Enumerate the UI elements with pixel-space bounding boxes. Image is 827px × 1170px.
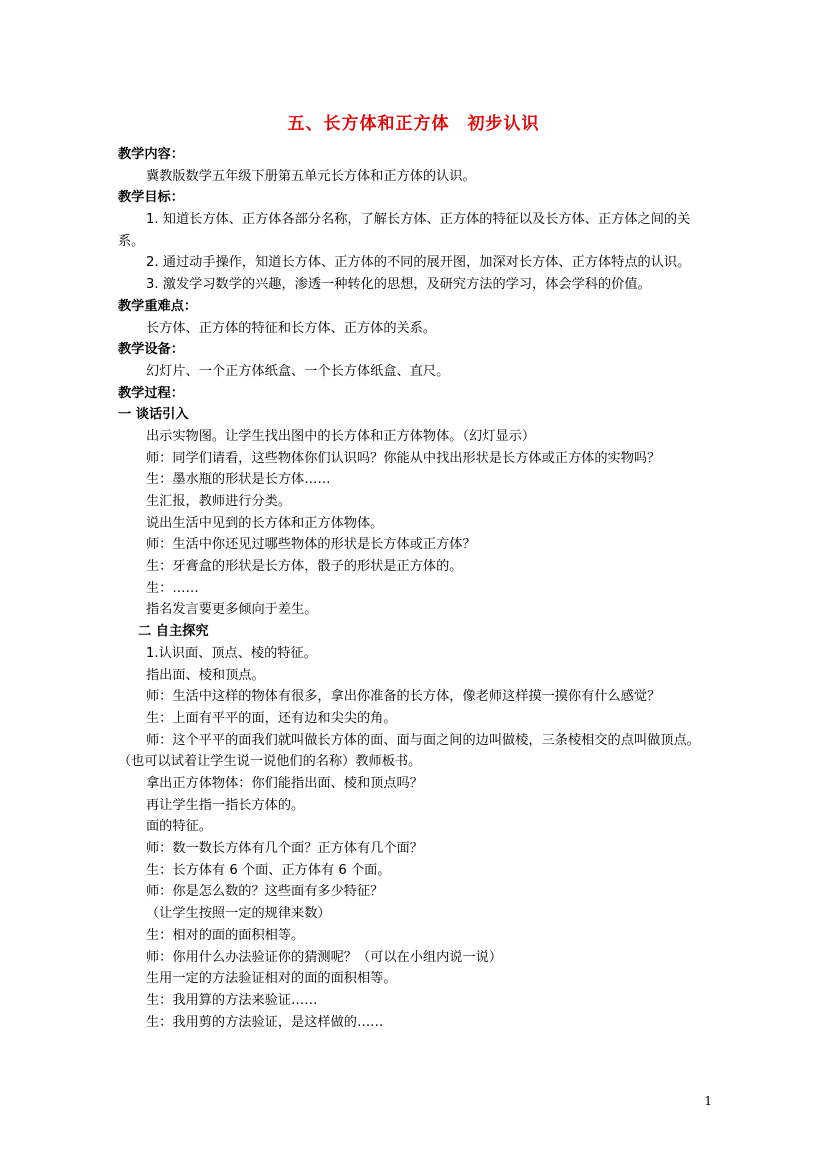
section-heading: 一 谈话引入 (118, 407, 189, 423)
body-line: 师：你是怎么数的？这些面有多少特征？ (146, 884, 384, 900)
body-line: 师：数一数长方体有几个面？正方体有几个面？ (146, 841, 423, 857)
body-line: 师：这个平平的面我们就叫做长方体的面、面与面之间的边叫做棱，三条棱相交的点叫做顶点。（也可以试着让学生说一说他们的名称）教师板书。 (118, 732, 700, 770)
body-line: 1. 知道长方体、正方体各部分名称，了解长方体、正方体的特征以及长方体、正方体之间的关系。 (118, 212, 691, 249)
body-line: 1.认识面、顶点、棱的特征。 (146, 645, 317, 661)
section-heading: 教学重难点： (118, 298, 198, 314)
body-line: 冀教版数学五年级下册第五单元长方体和正方体的认识。 (146, 168, 476, 184)
body-line: 指出面、棱和顶点。 (146, 667, 265, 683)
body-line: 生：牙膏盒的形状是长方体，骰子的形状是正方体的。 (146, 559, 463, 575)
body-line: 面的特征。 (146, 819, 212, 835)
body-line: 生：上面有平平的面，还有边和尖尖的角。 (146, 710, 397, 726)
page-number: 1 (704, 1094, 712, 1108)
body-line: 3. 激发学习数学的兴趣，渗透一种转化的思想，及研究方法的学习，体会学科的价值。 (146, 277, 651, 293)
body-line: 生：墨水瓶的形状是长方体…… (146, 472, 331, 488)
body-line: 生：长方体有 6 个面、正方体有 6 个面。 (146, 862, 391, 878)
body-line: 出示实物图。让学生找出图中的长方体和正方体物体。（幻灯显示） (146, 428, 536, 444)
body-line: 幻灯片、一个正方体纸盒、一个长方体纸盒、直尺。 (146, 363, 450, 379)
body-line: 生：我用算的方法来验证…… (146, 992, 318, 1008)
body-line: 生：相对的面的面积相等。 (146, 927, 305, 943)
body-line: 长方体、正方体的特征和长方体、正方体的关系。 (146, 320, 437, 336)
body-line: 生：我用剪的方法验证，是这样做的…… (146, 1014, 384, 1030)
body-line: 说出生活中见到的长方体和正方体物体。 (146, 515, 384, 531)
section-heading: 教学内容： (118, 147, 184, 162)
body-line: 师：你用什么办法验证你的猜测呢？（可以在小组内说一说） (146, 949, 503, 965)
body-line: 师：生活中这样的物体有很多，拿出你准备的长方体，像老师这样摸一摸你有什么感觉？ (146, 689, 661, 705)
body-line: 再让学生指一指长方体的。 (146, 797, 305, 813)
body-line: 指名发言要更多倾向于差生。 (146, 602, 318, 618)
body-line: 生汇报，教师进行分类。 (146, 494, 292, 510)
section-heading: 二 自主探究 (138, 624, 209, 640)
section-heading: 教学过程： (118, 385, 184, 401)
body-line: 生用一定的方法验证相对的面的面积相等。 (146, 971, 397, 987)
body-line: 生：…… (146, 580, 199, 596)
section-heading: 教学目标： (118, 190, 184, 206)
body-line: 师：同学们请看，这些物体你们认识吗？你能从中找出形状是长方体或正方体的实物吗？ (146, 450, 661, 466)
body-line: 2. 通过动手操作，知道长方体、正方体的不同的展开图，加深对长方体、正方体特点的认识。 (146, 255, 691, 271)
body-line: （让学生按照一定的规律来数） (146, 906, 331, 922)
section-heading: 教学设备： (118, 342, 184, 358)
body-line: 师：生活中你还见过哪些物体的形状是长方体或正方体？ (146, 537, 476, 553)
document-title: 五、长方体和正方体 初步认识 (287, 114, 540, 134)
body-line: 拿出正方体物体：你们能指出面、棱和顶点吗？ (146, 776, 423, 792)
document-body (118, 144, 710, 1033)
